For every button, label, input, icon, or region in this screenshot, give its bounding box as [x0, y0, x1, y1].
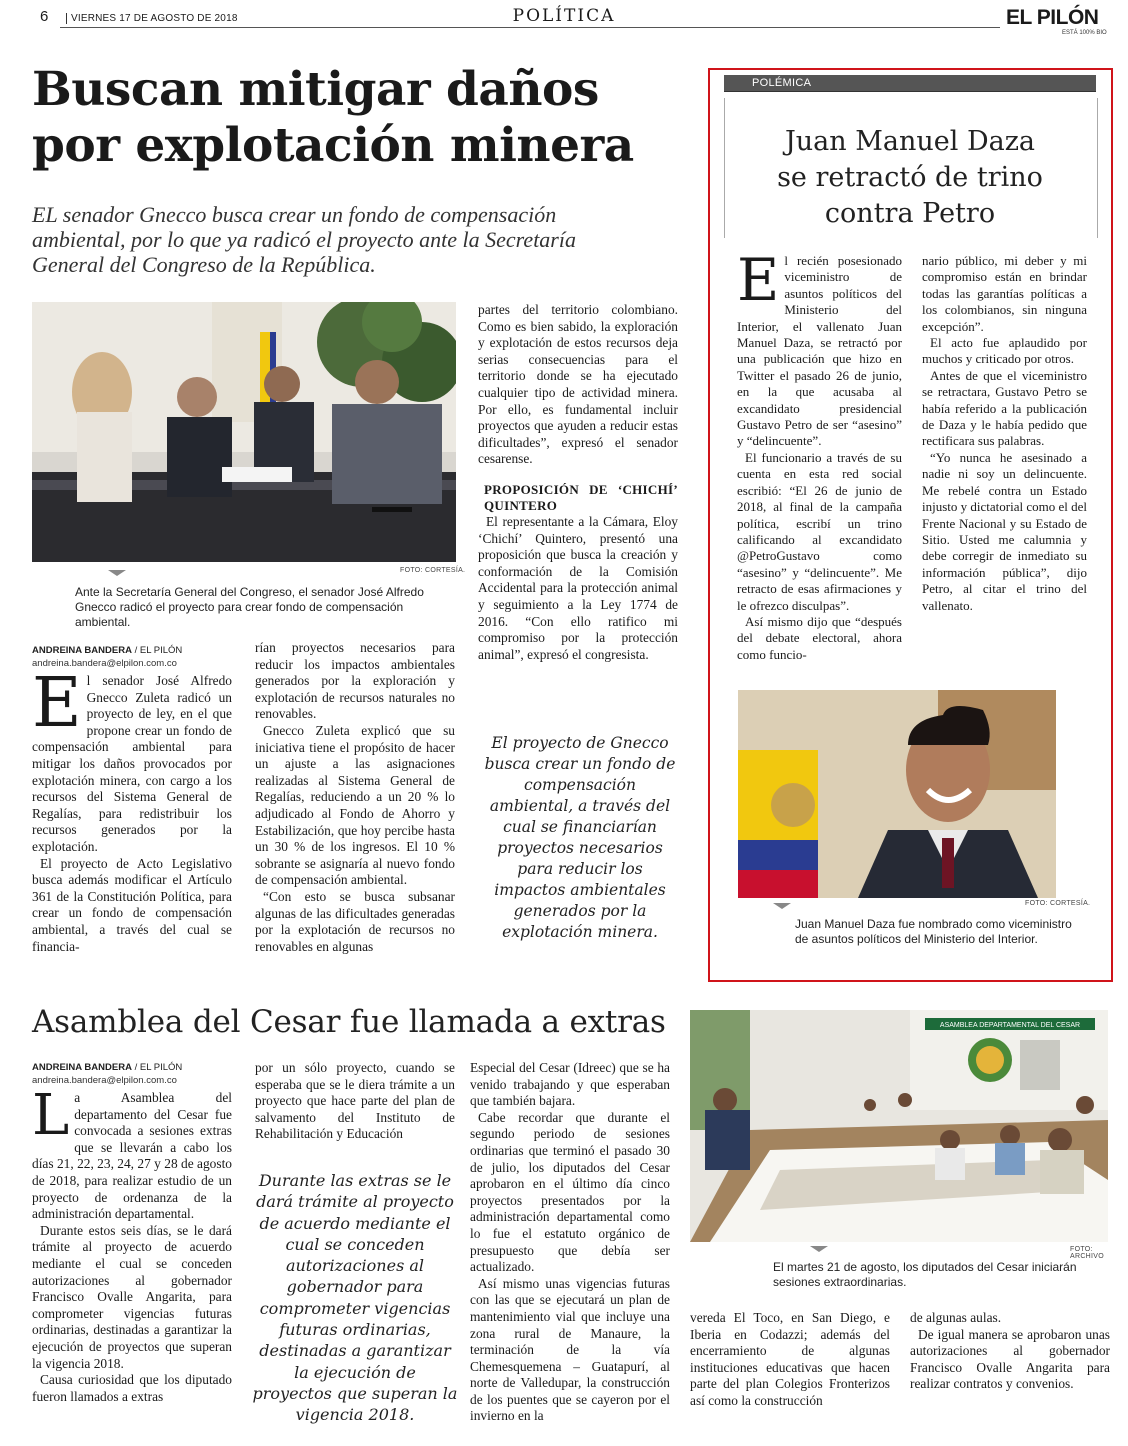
- second-article-photo: [690, 1010, 1108, 1242]
- second-pull-quote: Durante las extras se le dará trámite al proyecto de acuerdo mediante el cual se conceden autorizaciones al gobernador para comprometer vigencias futuras ordinarias, destinadas a garantizar la ejecución de proyectos que superan la vigencia 2018.: [252, 1171, 458, 1425]
- sidebar-title: Juan Manuel Daza se retractó de trino contra Petro: [777, 126, 1043, 229]
- second-byline: ANDREINA BANDERA / EL PILÓN: [32, 1062, 183, 1073]
- second-byline-email: andreina.bandera@elpilon.com.co: [32, 1075, 177, 1086]
- main-byline: ANDREINA BANDERA / EL PILÓN: [32, 645, 183, 656]
- main-deck: EL senador Gnecco busca crear un fondo de compensación ambiental, por lo que ya radicó el proyecto ante la Secretaría General del Congreso de la República.: [32, 202, 576, 277]
- second-headline: Asamblea del Cesar fue llamada a extras: [32, 1004, 666, 1040]
- second-column-1: L a Asamblea del departamento del Cesar fue convocada a sesiones extras que se llevarán a cabo los días 21, 22, 23, 24, 27 y 28 de agosto de 2018, para realizar estudio de un proyecto de ordenanza de la administración departamental. Durante estos seis días, se le dará trámite al proyecto de acuerdo mediante el cual se conceden autorizaciones al gobernador Francisco Ovalle Angarita, para comprometer vigencias futuras ordinarias, destinadas a garantizar la ejecución de proyectos que superan la vigencia 2018. Causa curiosidad que los diputado fueron llamados a extras: [32, 1083, 232, 1404]
- second-column-5: de algunas aulas. De igual manera se aprobaron unas autorizaciones al gobernador Francisco Ovalle Angarita para realizar contratos y convenios.: [910, 1310, 1110, 1392]
- sidebar-kicker: POLÉMICA: [752, 77, 812, 89]
- second-caption-arrow-icon: [810, 1246, 828, 1252]
- main-photo-credit: FOTO: CORTESÍA.: [400, 567, 466, 574]
- main-headline: Buscan mitigar daños por explotación minera: [32, 62, 634, 173]
- sidebar-column-2: nario público, mi deber y mi compromiso están en brindar todas las garantías políticas a los colombianos, sin ninguna excepción”. El acto fue aplaudido por muchos y criticado por otros. Antes de que el viceministro se retractara, Gustavo Petro se había referido a la publicación de Daza y le había pedido que rectificara sus palabras. “Yo nunca he asesinado a nadie ni soy un delincuente. Me rebelé contra un Estado injusto y dictatorial como el del Frente Nacional y su Estado de Sitio. Usted me calumnia y debe corregir de inmediato su información pública”, dijo Petro, al citar el trino del vallenato.: [922, 253, 1087, 613]
- second-photo-caption: El martes 21 de agosto, los diputados del Cesar iniciarán sesiones extraordinarias.: [773, 1260, 1077, 1289]
- main-photo-caption: Ante la Secretaría General del Congreso, el senador José Alfredo Gnecco radicó el proyecto para crear fondo de compensación ambiental.: [75, 585, 424, 629]
- sidebar-photo-credit: FOTO: CORTESÍA.: [1025, 900, 1091, 907]
- page-number: 6: [40, 8, 49, 25]
- sidebar-drop-cap: E: [737, 246, 780, 314]
- main-byline-email: andreina.bandera@elpilon.com.co: [32, 658, 177, 669]
- issue-date: VIERNES 17 DE AGOSTO DE 2018: [66, 13, 238, 24]
- drop-cap: E: [32, 664, 82, 743]
- header-rule: [60, 27, 1000, 28]
- subhead: PROPOSICIÓN DE ‘CHICHÍ’ QUINTERO: [484, 481, 678, 513]
- second-photo-credit: FOTO: ARCHIVO: [1070, 1246, 1104, 1260]
- photo-banner-text: ASAMBLEA DEPARTAMENTAL DEL CESAR: [939, 1022, 1081, 1029]
- second-column-2: por un sólo proyecto, cuando se esperaba que se le diera trámite a un proyecto que hace parte del plan de salvamento del Instituto de Rehabilitación y Educación: [255, 1060, 455, 1142]
- main-column-3: partes del territorio colombiano. Como es bien sabido, la exploración y explotación de estos recursos deja serias consecuencias para el territorio donde se ha ejecutado cualquier tipo de actividad minera. Por ello, es fundamental incluir proyectos que ayuden a reducir estas dificultades”, expresó el senador cesarense. PROPOSICIÓN DE ‘CHICHÍ’ QUINTERO El representante a la Cámara, Eloy ‘Chichí’ Quintero, presentó una proposición que busca la creación y conformación de la Comisión Accidental para la protección animal y seguimiento a la Ley 1774 de 2016. “Con ello ratifico mi compromiso por la protección animal”, expresó el congresista.: [478, 302, 678, 662]
- newspaper-logo: EL PILÓN: [1006, 6, 1099, 29]
- main-article-photo: [32, 302, 456, 562]
- main-column-2: rían proyectos necesarios para reducir los impactos ambientales generados por la exploración y explotación de recursos naturales no renovables. Gnecco Zuleta explicó que su iniciativa tiene el propósito de hacer un ajuste a las asignaciones realizadas al Sistema General de Regalías, reduciendo a un 20 % lo adjudicado al Fondo de Ahorro y Estabilización, que hoy percibe hasta un 30 % de los ingresos. El 10 % sobrante se asignaría al nuevo fondo de compensación ambiental. “Con esto se busca subsanar algunas de las dificultades generadas por la explotación de recursos no renovables en algunas: [255, 640, 455, 954]
- logo-tagline: ESTÁ 100% BIO: [1062, 30, 1107, 36]
- main-column-1: E l senador José Alfredo Gnecco Zuleta radicó un proyecto de ley, en el que propone crear un fondo de compensación ambiental para mitigar los daños provocados por explotación minera, con cargo a los recursos del Sistema General de Regalías, para redistribuir los recursos generados por la explotación. El proyecto de Acto Legislativo busca además modificar el Artículo 361 de la Constitución Política, para crear un fondo de compensación ambiental, a través del cual se financia-: [32, 664, 232, 954]
- second-column-3: Especial del Cesar (Idreec) que se ha venido trabajando y que esperaban que también bajara. Cabe recordar que durante el segundo periodo de sesiones ordinarias que terminó el pasado 30 de julio, los diputados del Cesar aprobaron en el último día cinco proyectos presentados por la administración departamental como lo fue el estatuto orgánico de presupuesto que debía ser actualizado. Así mismo unas vigencias futuras con las que se ejecutará un plan de mantenimiento vial que incluye una zona rural de Manaure, la terminación de la vía Chemesquemena – Guatapurí, al norte de Valledupar, la construcción de los puentes que se cayeron por el invierno en la: [470, 1060, 670, 1424]
- main-pull-quote: El proyecto de Gnecco busca crear un fondo de compensación ambiental, a través del cual se financiarían proyectos necesarios para reducir los impactos ambientales generados por la explotación minera.: [484, 734, 676, 941]
- sidebar-photo-caption: Juan Manuel Daza fue nombrado como viceministro de asuntos políticos del Ministerio del Interior.: [795, 917, 1072, 946]
- sidebar-caption-arrow-icon: [773, 903, 791, 909]
- sidebar-column-1: E l recién posesionado viceministro de asuntos políticos del Ministerio del Interior, el vallenato Juan Manuel Daza, se retractó por una publicación que hizo en Twitter el pasado 26 de junio, en la que acusaba al excandidato presidencial Gustavo Petro de ser “asesino” y “delincuente”. El funcionario a través de su cuenta en esta red social escribió: “El 26 de junio de 2018, al final de la campaña política, escribí un trino calificando al excandidato @PetroGustavo como “asesino” y “delincuente”. Me retracto de esas afirmaciones y le ofrezco disculpas”. Así mismo dijo que “después del debate electoral, ahora como funcio-: [737, 246, 902, 662]
- caption-arrow-icon: [108, 570, 126, 576]
- sidebar-photo: [738, 690, 1056, 898]
- second-column-4: vereda El Toco, en San Diego, e Iberia en Codazzi; además del encerramiento de algunas instituciones educativas que hacen parte del plan Colegios Fronterizos así como la construcción: [690, 1310, 890, 1408]
- section-title: POLÍTICA: [512, 6, 616, 26]
- second-drop-cap: L: [32, 1083, 70, 1148]
